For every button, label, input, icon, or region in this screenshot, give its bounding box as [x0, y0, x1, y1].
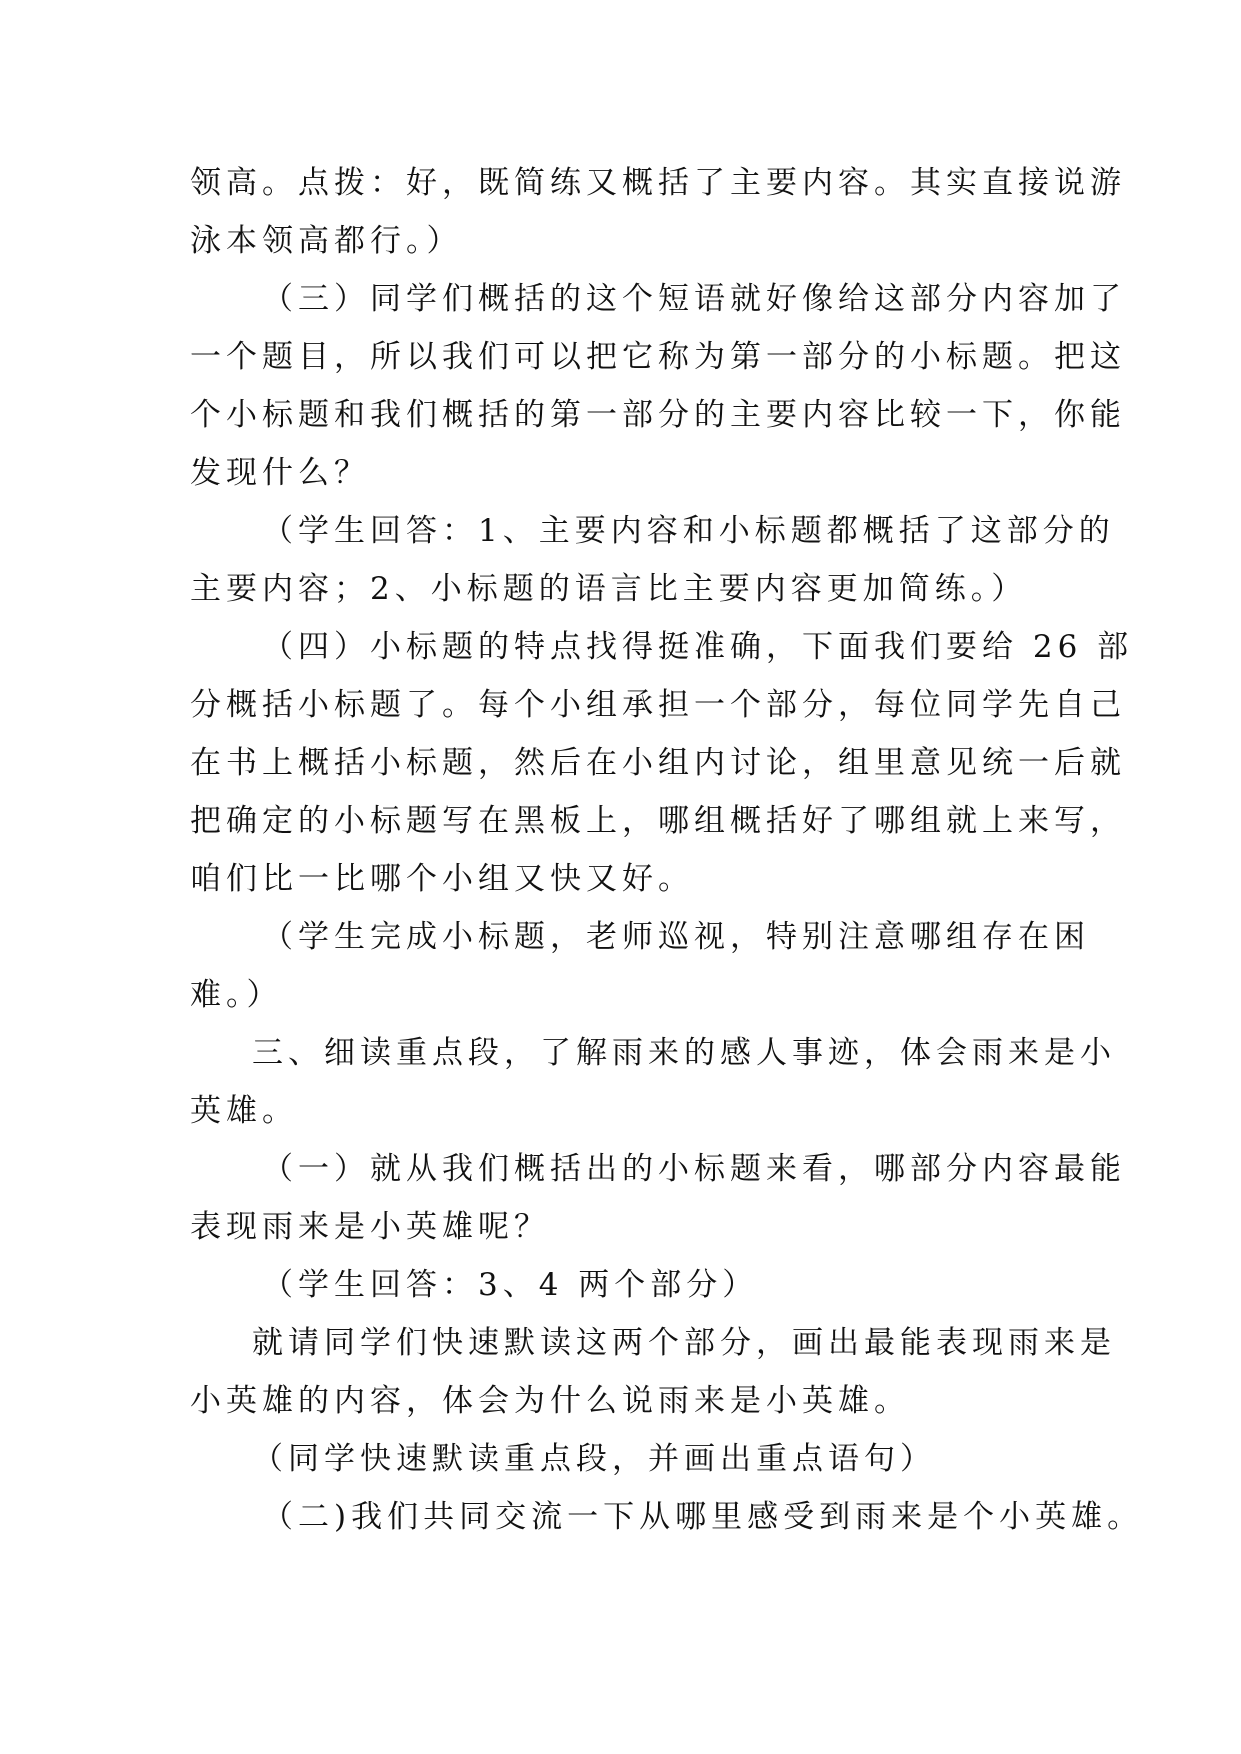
text-line: 难。）: [190, 977, 283, 1013]
text-line: （一）就从我们概括出的小标题来看，哪部分内容最能: [262, 1151, 1126, 1187]
text-line: 泳本领高都行。）: [190, 223, 463, 259]
text-line: （三）同学们概括的这个短语就好像给这部分内容加了: [262, 281, 1126, 317]
text-line: 发现什么？: [190, 455, 370, 491]
text-line: 一个题目，所以我们可以把它称为第一部分的小标题。把这: [190, 339, 1126, 375]
text-line: （学生完成小标题，老师巡视，特别注意哪组存在困: [262, 919, 1090, 955]
text-line: 英雄。: [190, 1093, 298, 1129]
text-line: （学生回答：1、主要内容和小标题都概括了这部分的: [262, 513, 1115, 549]
text-line: 表现雨来是小英雄呢？: [190, 1209, 550, 1245]
text-line: 主要内容；2、小标题的语言比主要内容更加简练。）: [190, 571, 1028, 607]
text-line: （同学快速默读重点段，并画出重点语句）: [252, 1441, 936, 1477]
text-line: 咱们比一比哪个小组又快又好。: [190, 861, 694, 897]
text-line: （四）小标题的特点找得挺准确，下面我们要给 26 部: [262, 629, 1134, 665]
text-line: 把确定的小标题写在黑板上，哪组概括好了哪组就上来写，: [190, 803, 1126, 839]
text-line: 领高。点拨：好，既简练又概括了主要内容。其实直接说游: [190, 165, 1126, 201]
text-line: （学生回答：3、4 两个部分）: [262, 1267, 759, 1303]
text-line: 在书上概括小标题，然后在小组内讨论，组里意见统一后就: [190, 745, 1126, 781]
document-body: [190, 154, 1144, 1546]
text-line: 个小标题和我们概括的第一部分的主要内容比较一下，你能: [190, 397, 1126, 433]
text-line: 分概括小标题了。每个小组承担一个部分，每位同学先自己: [190, 687, 1126, 723]
text-line: 就请同学们快速默读这两个部分，画出最能表现雨来是: [252, 1325, 1116, 1361]
text-line: 小英雄的内容，体会为什么说雨来是小英雄。: [190, 1383, 910, 1419]
section-heading: 三、细读重点段，了解雨来的感人事迹，体会雨来是小: [252, 1035, 1116, 1071]
text-line: （二)我们共同交流一下从哪里感受到雨来是个小英雄。: [262, 1499, 1144, 1535]
